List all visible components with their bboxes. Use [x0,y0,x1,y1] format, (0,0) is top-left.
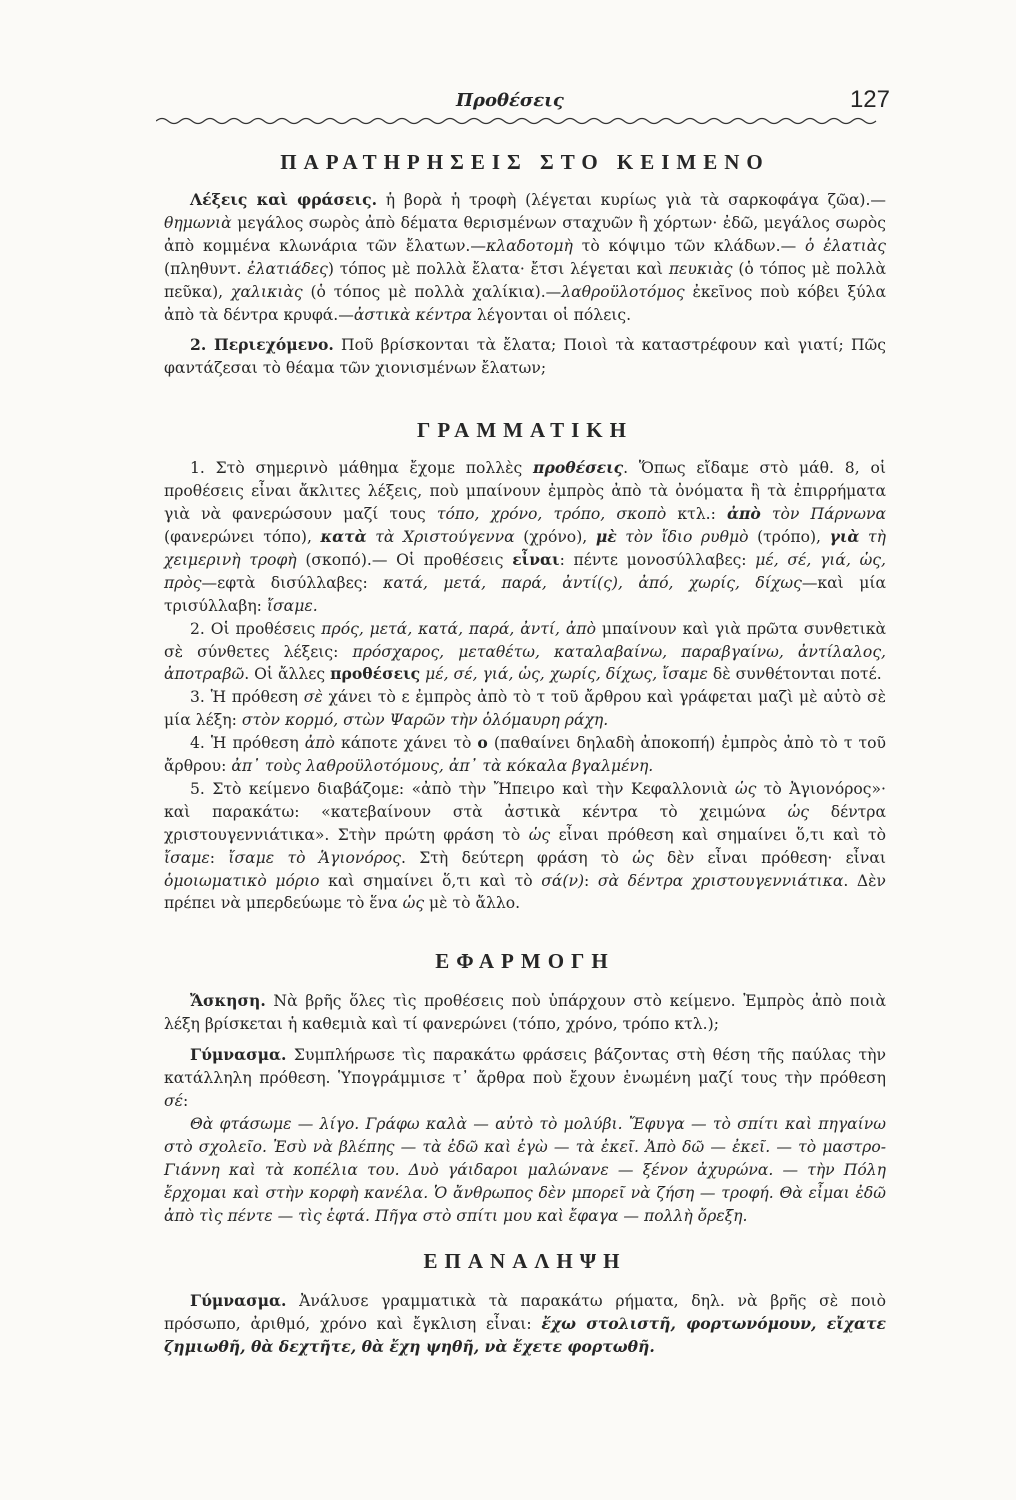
term: μὲ [595,526,617,546]
exercise-2 [164,1044,886,1113]
term: θημωνιὰ [164,213,232,232]
text: (χρόνο), [514,527,596,546]
term: πρόσχαρος, μεταθέτω, καταλαβαίνω, παραβγαίνω, ἀντίλαλος, ἀποτραβῶ [164,642,887,684]
term: κατὰ [320,526,367,546]
words-text: (ὁ τόπος μὲ πολλὰ χαλίκια).— [302,282,562,301]
exercise-label: Ἄσκηση. [190,991,266,1011]
exercise-text: : [183,1092,189,1110]
repetition-heading: ΕΠΑΝΑΛΗΨΗ [423,1249,627,1274]
term: τόπο, χρόνο, τρόπο, σκοπὸ [436,505,667,524]
term: ἀπὸ [726,504,761,524]
words-label: Λέξεις καὶ φράσεις. [190,190,378,209]
term: ἴσαμε τὸ Ἁγιονόρος [228,848,402,867]
text: —καὶ μία τρισύλλαβη: [164,573,886,615]
term: τὸν ἴδιο ρυθμὸ [616,527,749,546]
term: τὰ Χριστούγεννα [366,527,515,546]
term: στὸν κορμό, στὼν Ψαρῶν τὴν ὁλόμαυρη ράχη. [241,711,609,730]
text: (παθαίνει δηλαδὴ ἀποκοπή) ἐμπρὸς ἀπὸ τὸ τ τοῦ ἄρθρου: [164,734,886,776]
text: (φανερώνει τόπο), [164,527,321,546]
exercise-2-body: Θὰ φτάσωμε — λίγο. Γράφω καλὰ — αὐτὸ τὸ μολύβι. Ἔφυγα — τὸ σπίτι καὶ πηγαίνω στὸ σχολεῖο. Ἐσὺ νὰ βλέπης — τὰ ἐδῶ καὶ ἐγὼ — τὰ ἐκεῖ. Ἀπὸ δῶ — ἐκεῖ. — τὸ μαστρο-Γιάννη καὶ τὰ κοπέλια του. Δυὸ γάιδαροι μαλώνανε — ξένον ἀχυρώνα. — τὴν Πόλη ἔρχομαι καὶ στὴν κορφὴ κανέλα. Ὁ ἄνθρωπος δὲν μπορεῖ νὰ ζήση — τροφή. Θὰ εἶμαι ἐδῶ ἀπὸ τὶς πέντε — τὶς ἑφτά. Πῆγα στὸ σπίτι μου καὶ ἔφαγα — πολλὴ ὄρεξη. [164,1114,886,1225]
content-paragraph [164,334,886,380]
term: προθέσεις [330,664,421,684]
text: 4. Ἡ πρόθεση [190,734,305,753]
content-text: Ποῦ βρίσκονται τὰ ἔλατα; Ποιοὶ τὰ καταστρέφουν καὶ γιατί; Πῶς φαντάζεσαι τὸ θέαμα τῶν χιονισμένων ἔλατων; [164,336,886,378]
grammar-paragraph-4 [164,732,886,778]
text: 3. Ἡ πρόθεση [190,688,304,707]
text: : πέντε μονοσύλλαβες: [559,550,756,569]
term: ὡς [734,779,757,798]
term: πευκιὰς [668,259,733,278]
content-label: 2. Περιεχόμενο. [190,335,334,355]
observations-heading: ΠΑΡΑΤΗΡΗΣΕΙΣ ΣΤΟ ΚΕΙΜΕΝΟ [280,150,770,174]
term: μέ, σέ, γιά, ὡς, χωρίς, δίχως, ἴσαμε [425,665,708,684]
grammar-heading: ΓΡΑΜΜΑΤΙΚΗ [417,418,633,443]
text: καὶ σημαίνει ὅ,τι καὶ τὸ [319,871,542,890]
words-text: ἡ βορὰ ἡ τροφὴ (λέγεται κυρίως γιὰ τὰ σαρκοφάγα ζῶα).— [377,191,886,209]
term: ὁμοιωματικὸ μόριο [164,871,320,890]
grammar-paragraph-3 [164,686,886,732]
term: ἐλατιάδες [247,259,328,278]
term: σὰ δέντρα χριστουγεννιάτικα [597,871,844,890]
term: πρός, μετά, κατά, παρά, ἀντί, ἀπὸ [321,619,596,638]
term: ὡς [528,825,551,844]
text: δέντρα χριστουγεννιάτικα». Στὴν πρώτη φράση τὸ [164,802,886,844]
words-text: (πληθυντ. [164,259,248,278]
text: —εφτὰ δισύλλαβες: [201,573,384,592]
words-text: τὸ κόψιμο τῶν κλάδων.— [572,236,806,255]
term: ὡς [632,848,654,867]
text: 5. Στὸ κείμενο διαβάζομε: «ἀπὸ τὴν Ἤπειρο καὶ τὴν Κεφαλλονιὰ [190,779,735,798]
exercise-1 [164,990,886,1036]
term: χαλικιὰς [231,282,303,301]
text: δὲν εἶναι πρόθεση· εἶναι [653,848,886,867]
text: κτλ.: [666,505,727,524]
text: δὲ συνθέτονται ποτέ. [707,665,882,684]
text: τὸ Ἀγιονόρος»· καὶ παρακάτω: «κατεβαίνουν στὰ ἀστικὰ κέντρα τὸ χειμώνα [164,779,887,821]
term: λαθροϋλοτόμος [561,282,685,301]
words-text: ) τόπος μὲ πολλὰ ἔλατα· ἔτσι λέγεται καὶ [327,259,669,278]
exercise-text: Ἀνάλυσε γραμματικὰ τὰ παρακάτω ρήματα, δηλ. νὰ βρῆς σὲ ποιὸ πρόσωπο, ἀριθμό, χρόνο καὶ ἔγκλιση εἶναι: [164,1292,886,1334]
text: εἶναι πρόθεση καὶ σημαίνει ὅ,τι καὶ τὸ [550,825,887,844]
text: . Δὲν πρέπει νὰ μπερδεύωμε τὸ ἕνα [164,871,886,913]
running-title: Προθέσεις [456,90,564,111]
text: . Οἱ ἄλλες [244,665,331,684]
term: τὴ χειμερινὴ τροφὴ [164,527,886,569]
term: κλαδοτομὴ [485,236,573,255]
exercise-text: Συμπλήρωσε τὶς παρακάτω φράσεις βάζοντας στὴ θέση τῆς παύλας τὴν κατάλληλη πρόθεση. Ὑπογράμμισε τ᾽ ἄρθρα ποὺ ἔχουν ἑνωμένη μαζί τους τὴν πρόθεση [164,1046,886,1088]
term: ἀστικὰ κέντρα [353,305,472,324]
term: εἶναι [512,549,560,569]
term: ἀπ᾽ τοὺς λαθροϋλοτόμους, ἀπ᾽ τὰ κόκαλα βγαλμένη. [231,757,654,776]
exercise-label: Γύμνασμα. [190,1291,287,1311]
term: σά(ν) [541,871,585,890]
term: σὲ [303,688,323,707]
term: σέ [164,1092,184,1110]
words-text: (ὁ τόπος μὲ πολλὰ πεῦκα), [164,259,887,301]
text: κάποτε χάνει τὸ [334,734,478,753]
term: ἴσαμε. [266,596,318,615]
text: . Ὅπως εἴδαμε στὸ μάθ. 8, οἱ προθέσεις εἶναι ἄκλιτες λέξεις, ποὺ μπαίνουν ἐμπρὸς ἀπὸ τὰ ὀνόματα ἢ τὰ ἐπιρρήματα γιὰ νὰ φανερώσουν μαζί τους [164,459,886,524]
grammar-paragraph-5 [164,778,886,915]
exercise-text: Νὰ βρῆς ὅλες τὶς προθέσεις ποὺ ὑπάρχουν στὸ κείμενο. Ἐμπρὸς ἀπὸ ποιὰ λέξη βρίσκεται ἡ καθεμιὰ καὶ τί φανερώνει (τόπο, χρόνο, τρόπο κτλ.); [164,992,886,1034]
page-number: 127 [849,86,890,113]
term: προθέσεις [533,458,624,478]
text: (τρόπο), [748,527,830,546]
term: γιὰ [829,526,860,546]
term: μέ, σέ, γιά, ὡς, πρὸς [164,550,886,592]
words-text: λέγονται οἱ πόλεις. [471,305,632,324]
running-head [164,86,890,122]
text: . Στὴ δεύτερη φράση τὸ [401,848,633,867]
repetition-exercise [164,1290,886,1359]
term: ἀπὸ [304,734,335,753]
term: ο [477,733,488,753]
exercise-label: Γύμνασμα. [190,1045,287,1065]
application-heading: ΕΦΑΡΜΟΓΗ [435,949,615,974]
text: : [584,871,598,890]
words-text: μεγάλος σωρὸς ἀπὸ δέματα θερισμένων σταχυῶν ἢ χόρτων· ἐδῶ, μεγάλος σωρὸς ἀπὸ κομμένα κλωνάρια τῶν ἔλατων.— [164,213,886,255]
grammar-paragraph-1 [164,457,886,617]
term: τὸν Πάρνωνα [760,505,886,524]
term: ὡς [402,894,425,913]
text: μπαίνουν καὶ γιὰ πρῶτα συνθετικὰ σὲ σύνθετες λέξεις: [164,619,887,661]
term: ἔχω στολιστῆ, φορτωνόμουν, εἴχατε ζημιωθῆ, θὰ δεχτῆτε, θὰ ἔχη ψηθῆ, νὰ ἔχετε φορτωθῆ. [164,1314,886,1357]
term: ὁ ἐλατιὰς [805,236,886,255]
text: χάνει τὸ ε ἐμπρὸς ἀπὸ τὸ τ τοῦ ἄρθρου καὶ γράφεται μαζὶ μὲ αὐτὸ σὲ μία λέξη: [164,688,886,730]
text: (σκοπό).— Οἱ προθέσεις [296,550,513,569]
words-paragraph [164,189,886,326]
text: μὲ τὸ ἄλλο. [424,894,521,913]
term: κατά, μετά, παρά, ἀντί(ς), ἀπό, χωρίς, δίχως [383,573,802,592]
term: ὡς [787,802,810,821]
grammar-paragraph-2 [164,618,886,687]
term: ἴσαμε [164,848,210,867]
words-text: ἐκεῖνος ποὺ κόβει ξύλα ἀπὸ τὰ δέντρα κρυφά.— [164,282,886,324]
text: 1. Στὸ σημερινὸ μάθημα ἔχομε πολλὲς [190,459,534,478]
text: 2. Οἱ προθέσεις [190,619,322,638]
text: : [209,848,229,867]
